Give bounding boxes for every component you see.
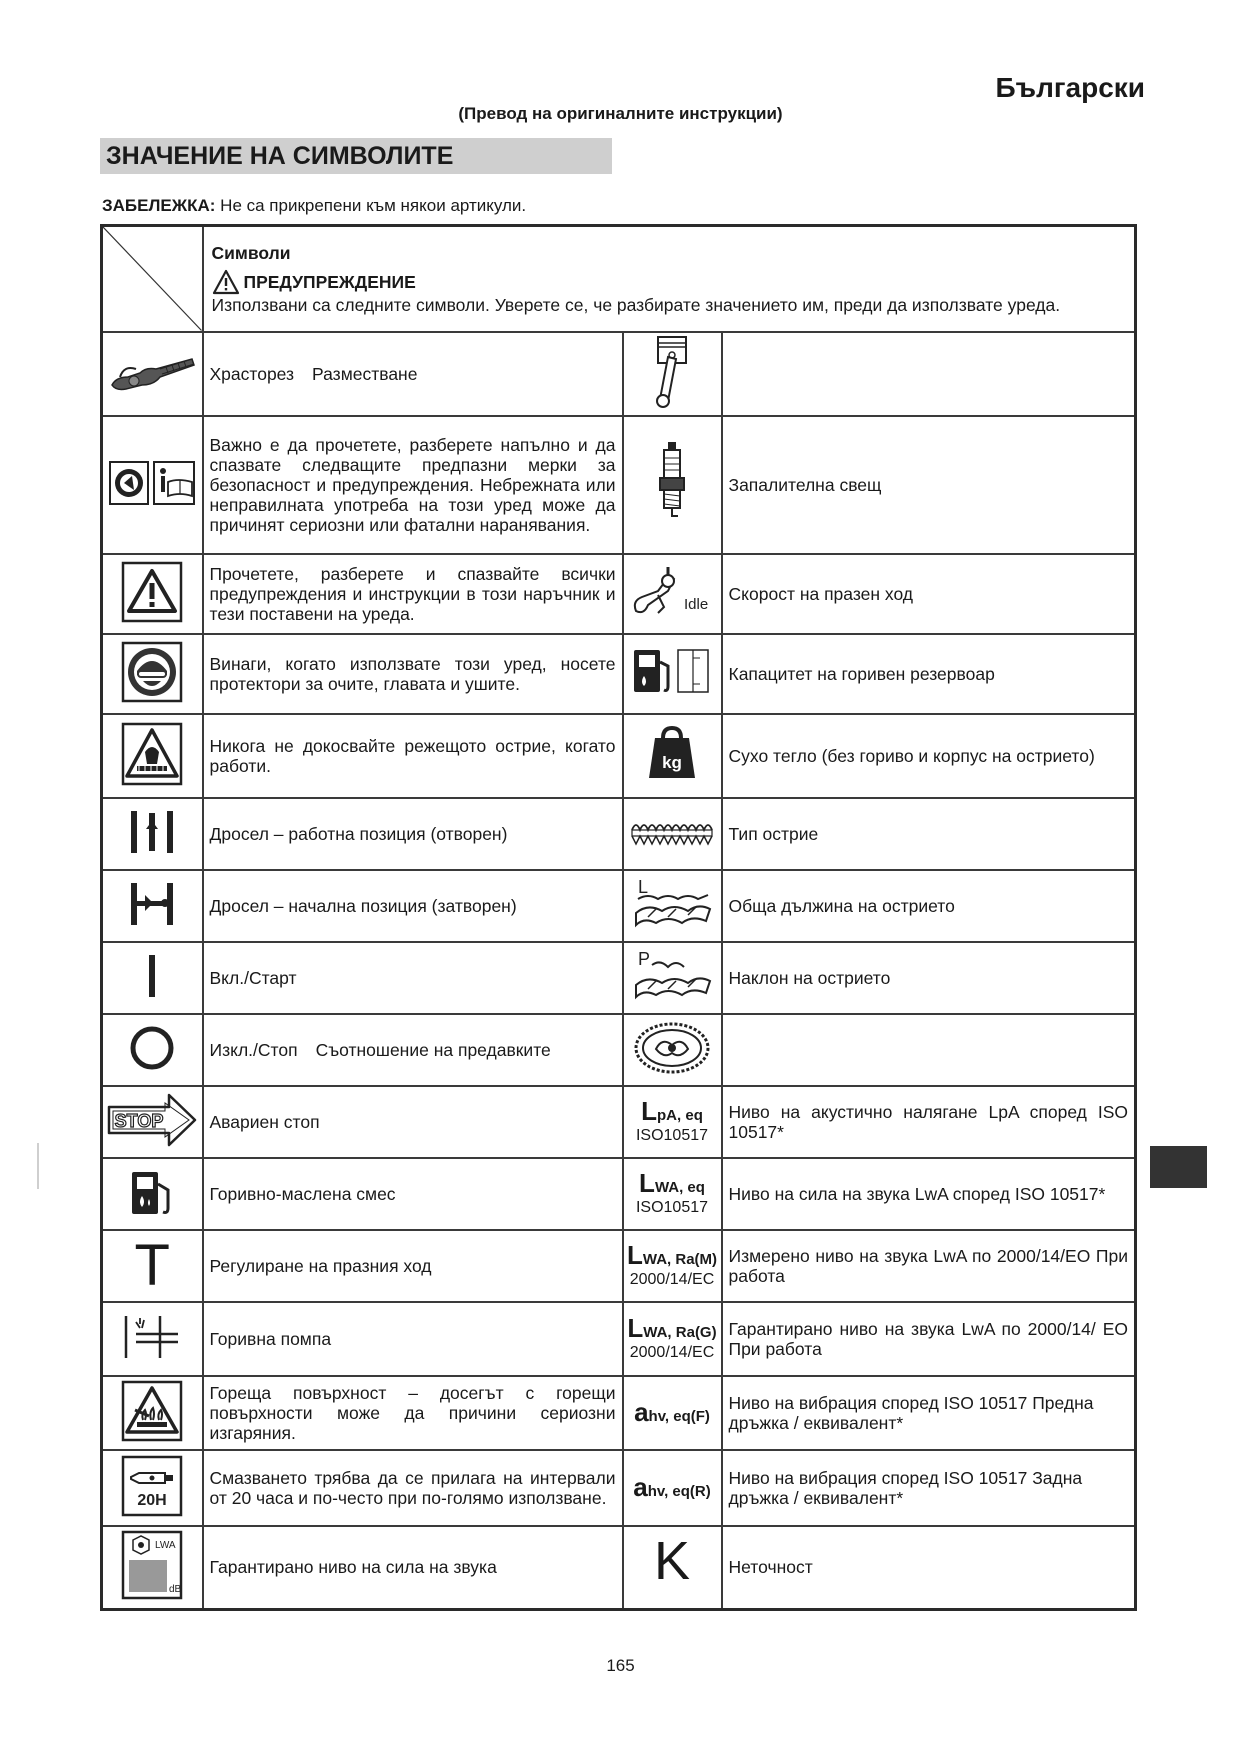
section-title: ЗНАЧЕНИЕ НА СИМВОЛИТЕ [100, 138, 612, 174]
table-row [102, 1302, 1136, 1376]
fuel-capacity-desc: Капацитет на горивен резервоар [722, 634, 1136, 714]
db-label: dB [169, 1584, 182, 1596]
off-stop-desc [203, 1014, 623, 1086]
choke-open-icon [102, 798, 203, 870]
warning-text: Използвани са следните символи. Уверете се, че разбирате значението им, преди да използвате уреда. [211, 294, 1061, 315]
hedge-trimmer-icon [102, 332, 203, 416]
symbol-sub: hv, eq(R) [647, 1482, 711, 1500]
header-diagonal-cell [102, 226, 203, 332]
idle-speed-desc: Скорост на празен ход [722, 554, 1136, 634]
blade-pitch-desc: Наклон на острието [722, 942, 1136, 1014]
lwa-label: LWA [155, 1540, 176, 1552]
symbol-sub: WA, eq [654, 1179, 705, 1197]
spark-plug-desc: Запалителна свещ [722, 416, 1136, 554]
hedge-trimmer-desc [203, 332, 623, 416]
sound-power-icon [102, 1526, 203, 1610]
guaranteed-sound-symbol [623, 1302, 722, 1376]
grease-label: 20H [137, 1491, 167, 1509]
warning-label: ПРЕДУПРЕЖДЕНИЕ [243, 271, 416, 292]
blade-hazard-desc: Никога не докосвайте режещото острие, когато работи. [203, 714, 623, 798]
choke-closed-desc: Дросел – начална позиция (затворен) [203, 870, 623, 942]
measured-sound-desc: Измерено ниво на звука LwA по 2000/14/ЕО При работа [722, 1230, 1136, 1302]
symbol-sub: pA, eq [657, 1107, 703, 1125]
blade-type-desc: Тип острие [722, 798, 1136, 870]
symbol-main: L [626, 1240, 643, 1271]
header-text-cell [203, 226, 1136, 332]
emergency-stop-icon [102, 1086, 203, 1158]
blade-length-icon [623, 870, 722, 942]
table-row [102, 798, 1136, 870]
table-row [102, 1526, 1136, 1610]
empty-desc [722, 1014, 1136, 1086]
guaranteed-sound-desc: Гарантирано ниво на звука LwA по 2000/14/ ЕО При работа [722, 1302, 1136, 1376]
table-row [102, 1086, 1136, 1158]
fuel-oil-mix-icon [102, 1158, 203, 1230]
fuel-oil-mix-desc: Горивно-маслена смес [203, 1158, 623, 1230]
symbol-main: a [634, 1396, 649, 1427]
sound-power-desc: Ниво на сила на звука LwA според ISO 10517* [722, 1158, 1136, 1230]
emergency-stop-desc: Авариен стоп [203, 1086, 623, 1158]
section-tab [1150, 1146, 1207, 1188]
idle-adjust-label: T [134, 1232, 170, 1298]
symbol-main: L [627, 1313, 644, 1344]
uncertainty-desc: Неточност [722, 1526, 1136, 1610]
k-label: K [653, 1531, 691, 1592]
pitch-label: P [638, 948, 651, 969]
kg-label: kg [662, 752, 682, 772]
page-number: 165 [606, 1656, 635, 1675]
blade-length-desc: Обща дължина на острието [722, 870, 1136, 942]
choke-closed-icon [102, 870, 203, 942]
protective-gear-icon [102, 634, 203, 714]
idle-adjust-desc: Регулиране на празния ход [203, 1230, 623, 1302]
symbol-standard: ISO10517 [635, 1126, 709, 1144]
note [102, 196, 526, 216]
hot-surface-icon [102, 1376, 203, 1450]
grease-20h-icon [102, 1450, 203, 1526]
weight-icon [623, 714, 722, 798]
read-manual-icon [102, 416, 203, 554]
blade-pitch-icon [623, 942, 722, 1014]
diagonal-line [103, 227, 202, 331]
sound-pressure-desc: Ниво на акустично налягане LpA според ISO 10517* [722, 1086, 1136, 1158]
dry-weight-desc: Сухо тегло (без гориво и корпус на острието) [722, 714, 1136, 798]
hot-surface-desc: Гореща повърхност – досегът с горещи повърхности може да причини сериозни изгаряния. [203, 1376, 623, 1450]
table-row [102, 1376, 1136, 1450]
symbol-standard: 2000/14/EC [629, 1270, 715, 1288]
protective-gear-desc: Винаги, когато използвате този уред, носете протектори за очите, главата и ушите. [203, 634, 623, 714]
stop-label: STOP [114, 1110, 164, 1131]
sound-pressure-symbol [623, 1086, 722, 1158]
symbols-table [100, 224, 1137, 1611]
table-row [102, 1450, 1136, 1526]
note-text: Не са прикрепени към някои артикули. [220, 196, 527, 215]
language-heading: Български [995, 72, 1145, 103]
gear-ratio-text: Съотношение на предавките [315, 1039, 551, 1060]
fuel-pump-icon [102, 1302, 203, 1376]
idle-label: Idle [684, 595, 709, 613]
sound-power-symbol [623, 1158, 722, 1230]
symbol-main: a [633, 1471, 648, 1502]
symbol-sub: WA, Ra(M) [642, 1251, 718, 1269]
warning-triangle-icon [102, 554, 203, 634]
symbol-main: L [639, 1168, 655, 1199]
table-row [102, 1230, 1136, 1302]
empty-desc [722, 332, 1136, 416]
on-start-icon [102, 942, 203, 1014]
idle-speed-icon [623, 554, 722, 634]
off-stop-text: Изкл./Стоп [209, 1039, 298, 1060]
uncertainty-symbol [623, 1526, 722, 1610]
blade-hazard-icon [102, 714, 203, 798]
spark-plug-icon [623, 416, 722, 554]
symbol-sub: WA, Ra(G) [643, 1324, 717, 1342]
table-row [102, 714, 1136, 798]
idle-adjust-icon [102, 1230, 203, 1302]
gear-ratio-icon [623, 1014, 722, 1086]
grease-desc: Смазването трябва да се прилага на интервали от 20 часа и по-често при по-голямо използване. [203, 1450, 623, 1526]
length-label: L [638, 876, 649, 897]
table-row [102, 554, 1136, 634]
table-row [102, 416, 1136, 554]
vibration-rear-symbol [623, 1450, 722, 1526]
symbol-standard: 2000/14/EC [629, 1343, 715, 1361]
table-row [102, 1014, 1136, 1086]
warning-line [212, 269, 1127, 295]
note-label: ЗАБЕЛЕЖКА: [102, 196, 216, 215]
table-row [102, 1158, 1136, 1230]
table-row [102, 942, 1136, 1014]
table-title: Символи [211, 242, 291, 263]
hedge-trimmer-text: Храсторез [209, 363, 295, 384]
warnings-desc: Прочетете, разберете и спазвайте всички предупреждения и инструкции в този наръчник и тези поставени на уреда. [203, 554, 623, 634]
translation-subtitle: (Превод на оригиналните инструкции) [458, 104, 783, 123]
table-header-row [102, 226, 1136, 332]
warning-triangle-icon [212, 269, 240, 295]
piston-displacement-icon [623, 332, 722, 416]
vibration-front-symbol [623, 1376, 722, 1450]
off-stop-icon [102, 1014, 203, 1086]
displacement-text: Разместване [312, 363, 418, 384]
symbol-main: L [641, 1096, 658, 1127]
symbol-standard: ISO10517 [635, 1198, 709, 1216]
read-manual-desc: Важно е да прочетете, разберете напълно и да спазвате следващите предпазни мерки за безопасност и предупреждения. Небрежната или неправилната употреба на този уред може да причинят сериозни или фатални наранявания. [203, 416, 623, 554]
fuel-tank-capacity-icon [623, 634, 722, 714]
fuel-pump-desc: Горивна помпа [203, 1302, 623, 1376]
on-start-desc: Вкл./Старт [203, 942, 623, 1014]
sound-power-guaranteed-desc: Гарантирано ниво на сила на звука [203, 1526, 623, 1610]
vibration-rear-desc: Ниво на вибрация според ISO 10517 Задна дръжка / еквивалент* [722, 1450, 1136, 1526]
table-row [102, 634, 1136, 714]
table-row [102, 870, 1136, 942]
symbol-sub: hv, eq(F) [648, 1407, 710, 1425]
table-row [102, 332, 1136, 416]
choke-open-desc: Дросел – работна позиция (отворен) [203, 798, 623, 870]
margin-mark [37, 1143, 39, 1189]
blade-type-icon [623, 798, 722, 870]
vibration-front-desc: Ниво на вибрация според ISO 10517 Предна дръжка / еквивалент* [722, 1376, 1136, 1450]
measured-sound-symbol [623, 1230, 722, 1302]
